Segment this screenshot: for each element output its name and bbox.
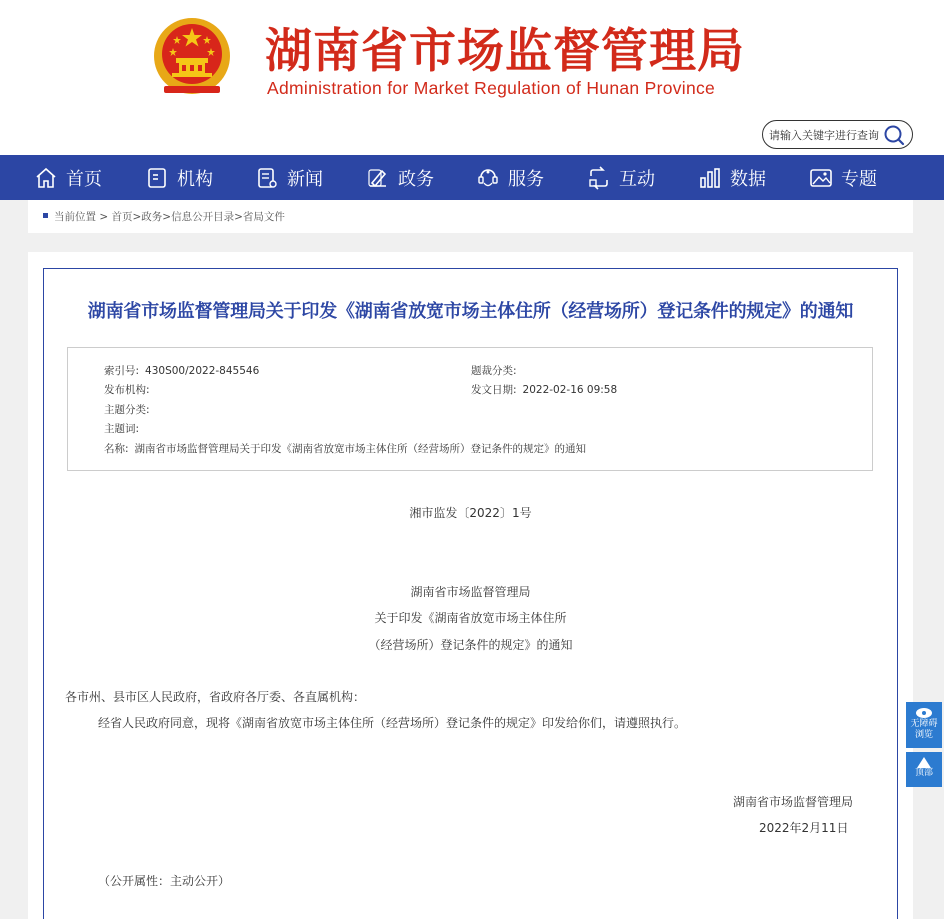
site-header (0, 0, 944, 155)
nav-item-label: 数据 (730, 168, 766, 190)
document-heading-line: （经营场所）登记条件的规定》的通知 (368, 638, 573, 652)
meta-label: 题裁分类: (471, 365, 517, 377)
meta-label: 发布机构: (104, 384, 150, 396)
body-paragraph: 经省人民政府同意，现将《湖南省放宽市场主体住所（经营场所）登记条件的规定》印发给你们，请遵照执行。 (98, 716, 687, 730)
meta-value: 430S00/2022-845546 (145, 365, 260, 377)
meta-category (471, 363, 523, 378)
nav-item-topic[interactable] (809, 155, 877, 200)
meta-date (471, 382, 617, 397)
document-number: 湘市监发〔2022〕1号 (409, 506, 532, 520)
nav-item-data[interactable] (698, 155, 766, 200)
main-nav (0, 155, 944, 200)
breadcrumb-link[interactable]: 政务 (141, 211, 163, 223)
metadata-table (67, 347, 873, 471)
data-chart-icon (698, 166, 722, 190)
meta-label: 发文日期: (471, 384, 517, 396)
back-to-top-button[interactable] (906, 752, 942, 787)
search-input[interactable] (769, 125, 881, 145)
meta-label: 索引号: (104, 365, 140, 377)
nav-item-interaction[interactable] (587, 155, 655, 200)
nav-item-label: 服务 (508, 168, 544, 190)
bullet-icon (43, 213, 48, 218)
meta-value: 2022-02-16 09:58 (522, 384, 618, 396)
nav-item-label: 新闻 (287, 168, 323, 190)
service-icon (476, 166, 500, 190)
breadcrumb (28, 200, 913, 233)
nav-item-label: 专题 (841, 168, 877, 190)
home-icon (34, 166, 58, 190)
meta-publisher (104, 382, 156, 397)
nav-item-service[interactable] (476, 155, 544, 200)
meta-value: 湖南省市场监督管理局关于印发《湖南省放宽市场主体住所（经营场所）登记条件的规定》的通知 (134, 443, 587, 455)
breadcrumb-trail (54, 209, 285, 224)
nav-item-label: 政务 (398, 168, 434, 190)
meta-name (104, 441, 586, 456)
document-heading-line: 关于印发《湖南省放宽市场主体住所 (374, 611, 567, 625)
nav-item-label: 互动 (619, 168, 655, 190)
article-panel (28, 252, 913, 919)
accessible-label-line: 浏览 (914, 730, 933, 740)
government-affairs-icon (366, 166, 390, 190)
addressee: 各市州、县市区人民政府，省政府各厅委、各直属机构： (65, 690, 366, 704)
topic-image-icon (809, 166, 833, 190)
national-emblem-icon (152, 10, 232, 96)
accessible-label-line: 无障碍 (910, 719, 938, 729)
search-box (762, 120, 913, 149)
nav-item-government[interactable] (366, 155, 434, 200)
breadcrumb-separator: > (234, 211, 243, 223)
breadcrumb-link[interactable]: 省局文件 (242, 211, 285, 223)
nav-item-home[interactable] (34, 155, 102, 200)
breadcrumb-separator: > (132, 211, 142, 223)
meta-label: 主题词: (104, 423, 140, 435)
sign-date: 2022年2月11日 (759, 821, 849, 835)
interaction-icon (587, 166, 611, 190)
meta-keywords (104, 421, 145, 436)
signature: 湖南省市场监督管理局 (733, 795, 854, 809)
search-icon[interactable] (882, 124, 906, 146)
breadcrumb-link[interactable]: 首页 (111, 211, 133, 223)
document-heading-line: 湖南省市场监督管理局 (410, 585, 531, 599)
meta-label: 名称: (104, 443, 129, 455)
site-subtitle: Administration for Market Regulation of Hunan Province (267, 78, 716, 98)
breadcrumb-prefix: 当前位置 > (54, 211, 112, 223)
site-title: 湖南省市场监督管理局 (265, 24, 745, 79)
meta-label: 主题分类: (104, 404, 150, 416)
breadcrumb-link[interactable]: 信息公开目录 (171, 211, 235, 223)
nav-item-organization[interactable] (145, 155, 213, 200)
nav-item-label: 首页 (66, 168, 102, 190)
arrow-up-icon (917, 757, 931, 768)
disclosure-attribute: （公开属性：主动公开） (98, 874, 231, 888)
breadcrumb-separator: > (162, 211, 172, 223)
nav-item-label: 机构 (177, 168, 213, 190)
accessible-browsing-button[interactable] (906, 702, 942, 748)
article-title: 湖南省市场监督管理局关于印发《湖南省放宽市场主体住所（经营场所）登记条件的规定》的通知 (87, 301, 854, 322)
meta-topic (104, 402, 156, 417)
meta-index (104, 363, 259, 378)
nav-item-news[interactable] (255, 155, 323, 200)
back-to-top-label: 顶部 (914, 768, 933, 778)
eye-icon (915, 707, 933, 719)
organization-icon (145, 166, 169, 190)
news-icon (255, 166, 279, 190)
